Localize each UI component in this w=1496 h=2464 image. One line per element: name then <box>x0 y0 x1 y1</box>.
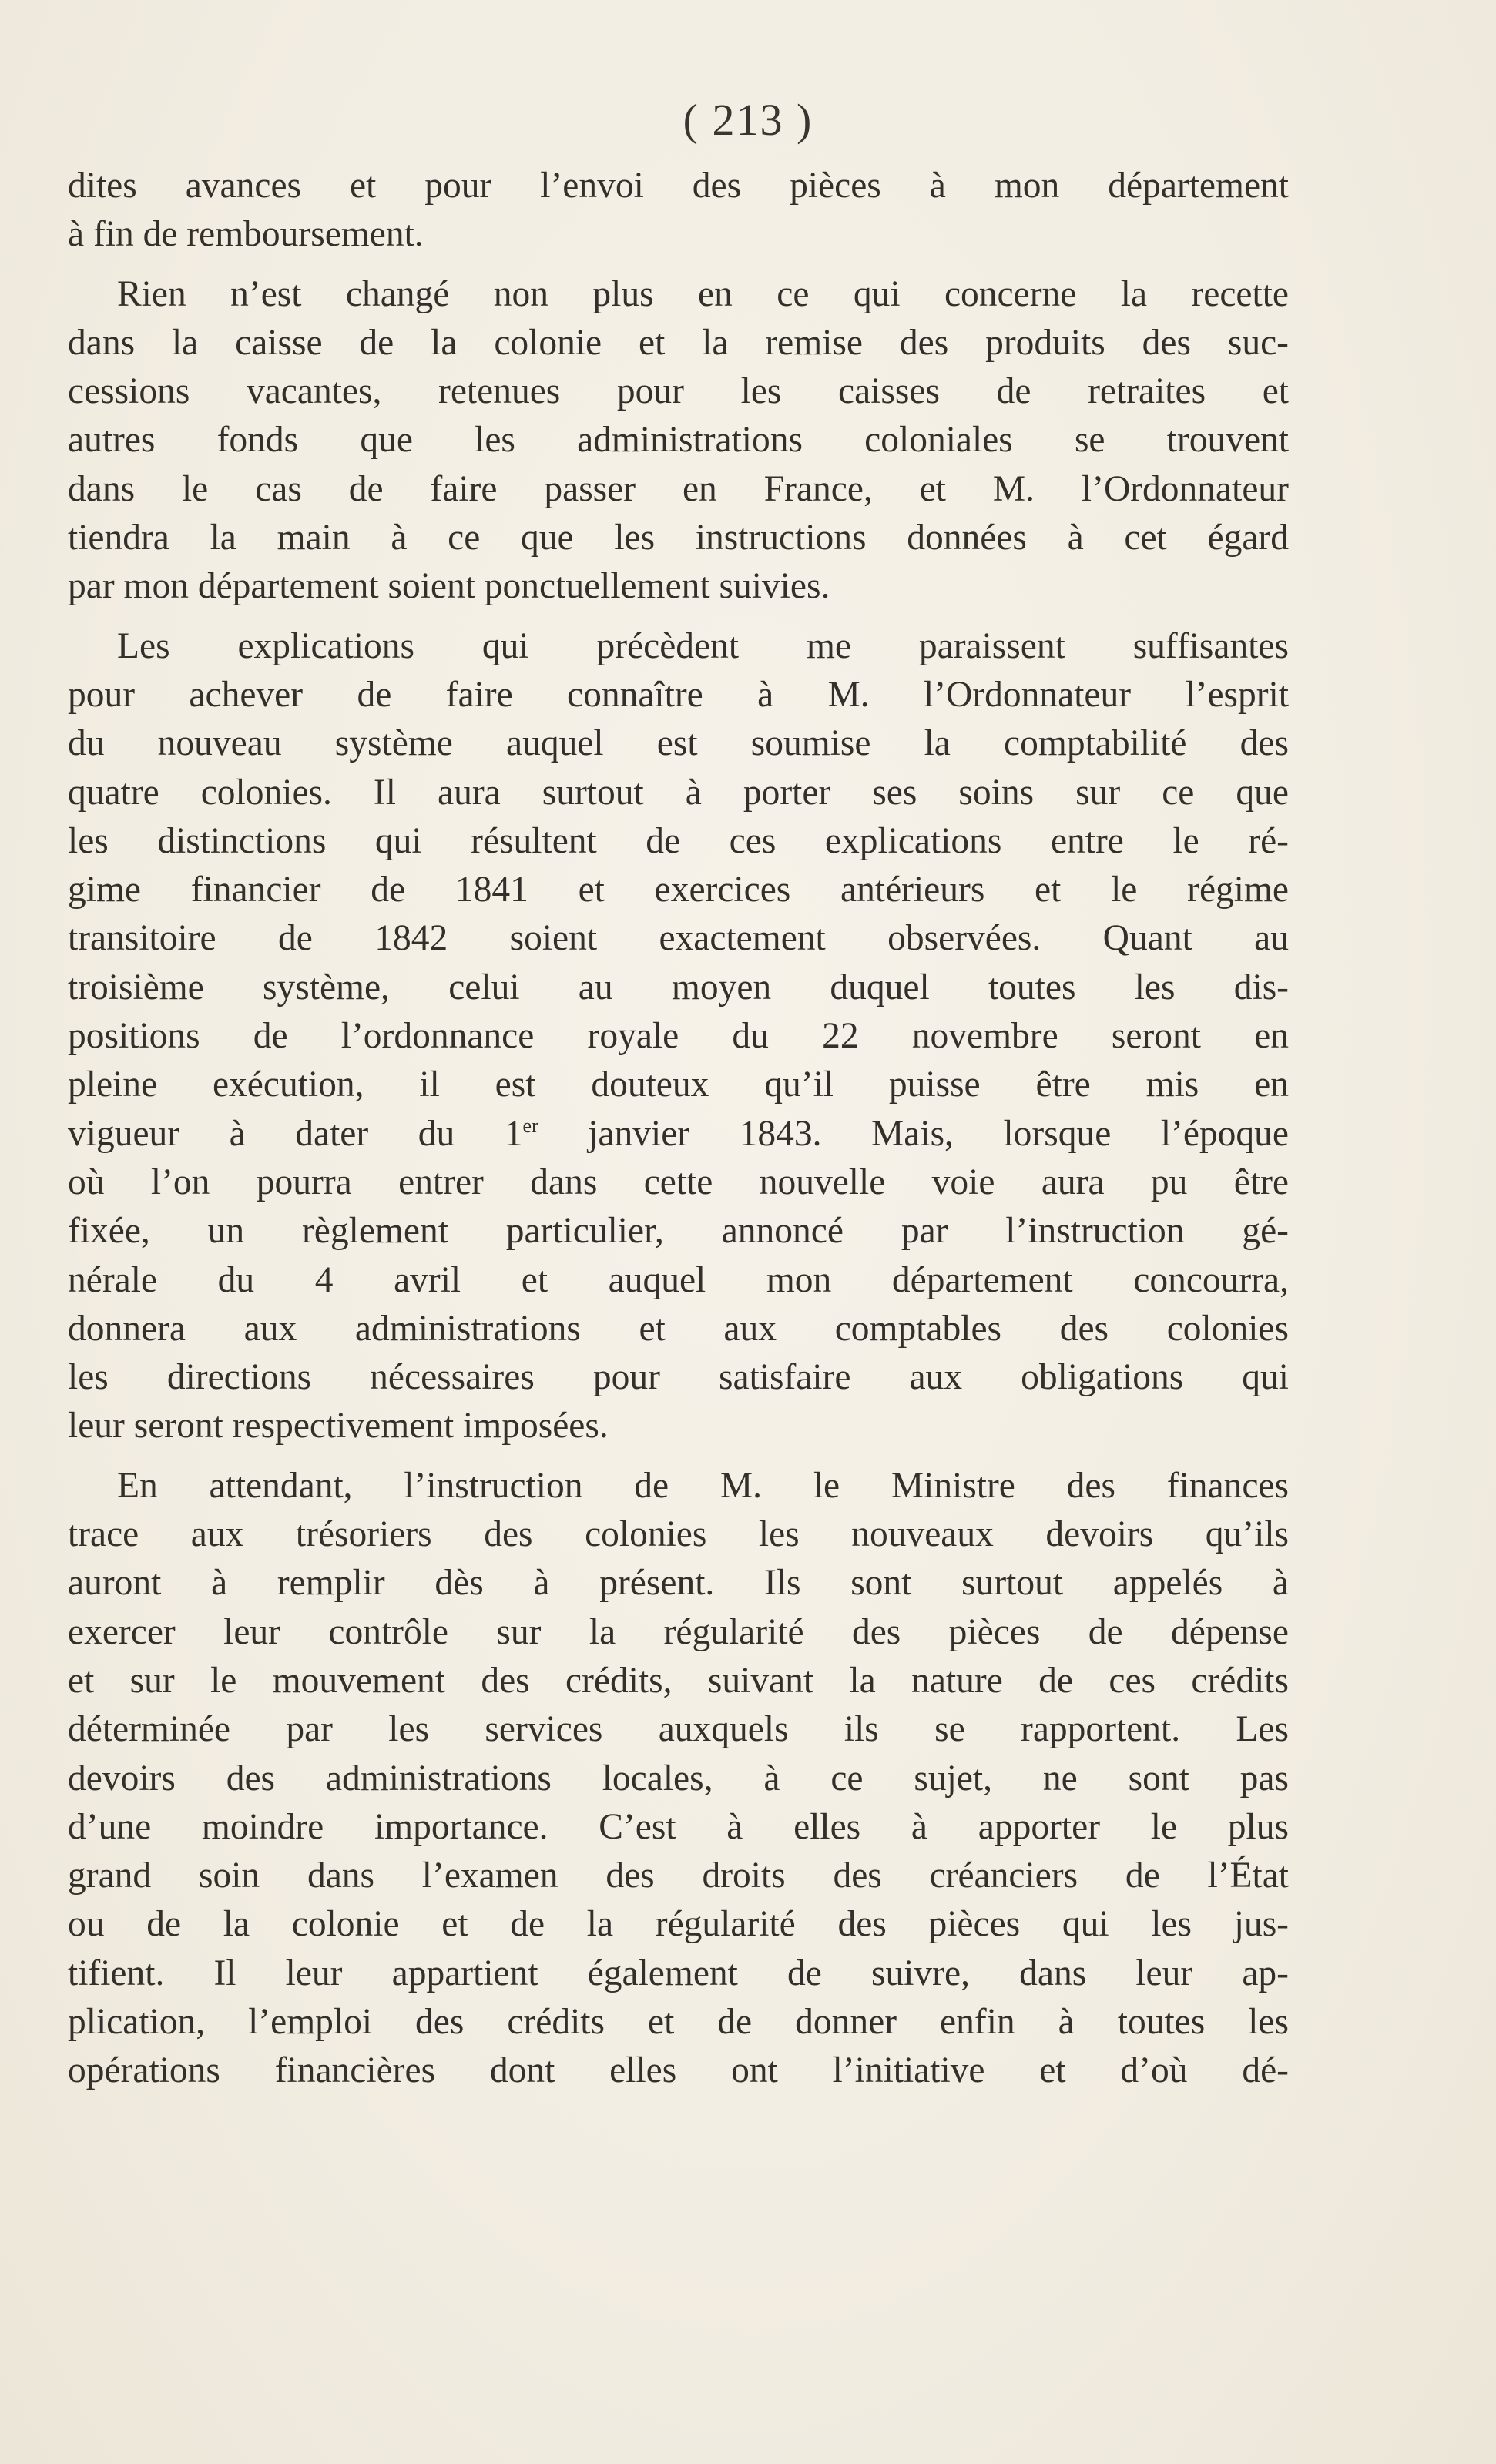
text-line: grand soin dans l’examen des droits des créanciers de l’État <box>68 1856 1289 1896</box>
paragraph-3 <box>68 622 1289 1451</box>
superscript: er <box>522 1114 538 1137</box>
text-line: ou de la colonie et de la régularité des pièces qui les jus- <box>68 1904 1289 1945</box>
text-line: quatre colonies. Il aura surtout à porter ses soins sur ce que <box>68 772 1289 813</box>
text-line: Les explications qui précèdent me paraissent suffisantes <box>117 625 1289 666</box>
text-line: et sur le mouvement des crédits, suivant la nature de ces crédits <box>68 1660 1289 1701</box>
text-line: devoirs des administrations locales, à ce sujet, ne sont pas <box>68 1758 1289 1799</box>
text-line: les directions nécessaires pour satisfaire aux obligations qui <box>68 1357 1289 1398</box>
text-line: opérations financières dont elles ont l’initiative et d’où dé- <box>68 2050 1289 2091</box>
text-line: du nouveau système auquel est soumise la comptabilité des <box>68 723 1289 764</box>
text-line: cessions vacantes, retenues pour les caisses de retraites et <box>68 371 1289 412</box>
paragraph-1 <box>68 162 1289 260</box>
text-line-with-superscript <box>68 1110 1289 1158</box>
paragraph-4 <box>68 1462 1289 2096</box>
text-line: dans le cas de faire passer en France, et M. l’Ordonnateur <box>68 468 1289 509</box>
text-line: leur seront respectivement imposées. <box>68 1406 609 1447</box>
text-line: d’une moindre importance. C’est à elles à apporter le plus <box>68 1806 1289 1847</box>
text-fragment: janvier 1843. Mais, lorsque l’époque <box>538 1113 1289 1154</box>
text-line: transitoire de 1842 soient exactement observées. Quant au <box>68 918 1289 959</box>
text-line: par mon département soient ponctuellement suivies. <box>68 566 830 607</box>
text-line: En attendant, l’instruction de M. le Ministre des finances <box>117 1465 1289 1506</box>
text-line: Rien n’est changé non plus en ce qui concerne la recette <box>117 273 1289 314</box>
text-line: fixée, un règlement particulier, annoncé par l’instruction gé- <box>68 1211 1289 1252</box>
text-line: autres fonds que les administrations coloniales se trouvent <box>68 420 1289 461</box>
paragraph-2 <box>68 270 1289 612</box>
text-line: dans la caisse de la colonie et la remise des produits des suc- <box>68 322 1289 363</box>
text-line: exercer leur contrôle sur la régularité des pièces de dépense <box>68 1611 1289 1652</box>
text-line: plication, l’emploi des crédits et de donner enfin à toutes les <box>68 2001 1289 2042</box>
text-line: pour achever de faire connaître à M. l’Ordonnateur l’esprit <box>68 674 1289 715</box>
text-line: tiendra la main à ce que les instructions données à cet égard <box>68 518 1289 558</box>
text-line: gime financier de 1841 et exercices antérieurs et le régime <box>68 870 1289 910</box>
text-line: pleine exécution, il est douteux qu’il puisse être mis en <box>68 1064 1289 1105</box>
text-line: les distinctions qui résultent de ces explications entre le ré- <box>68 820 1289 861</box>
text-fragment: vigueur à dater du 1 <box>68 1113 523 1154</box>
page-number: ( 213 ) <box>683 95 813 145</box>
text-line: trace aux trésoriers des colonies les nouveaux devoirs qu’ils <box>68 1514 1289 1555</box>
text-line: où l’on pourra entrer dans cette nouvelle voie aura pu être <box>68 1162 1289 1202</box>
text-line: nérale du 4 avril et auquel mon département concourra, <box>68 1259 1289 1300</box>
text-line: auront à remplir dès à présent. Ils sont surtout appelés à <box>68 1563 1289 1604</box>
text-line: troisième système, celui au moyen duquel toutes les dis- <box>68 967 1289 1007</box>
text-line: déterminée par les services auxquels ils se rapportent. Les <box>68 1709 1289 1750</box>
text-line: positions de l’ordonnance royale du 22 novembre seront en <box>68 1016 1289 1057</box>
text-line: tifient. Il leur appartient également de suivre, dans leur ap- <box>68 1953 1289 1993</box>
body-text <box>68 162 1289 2107</box>
text-line: dites avances et pour l’envoi des pièces à mon département <box>68 166 1289 206</box>
text-line: à fin de remboursement. <box>68 214 424 255</box>
text-line: donnera aux administrations et aux comptables des colonies <box>68 1308 1289 1349</box>
